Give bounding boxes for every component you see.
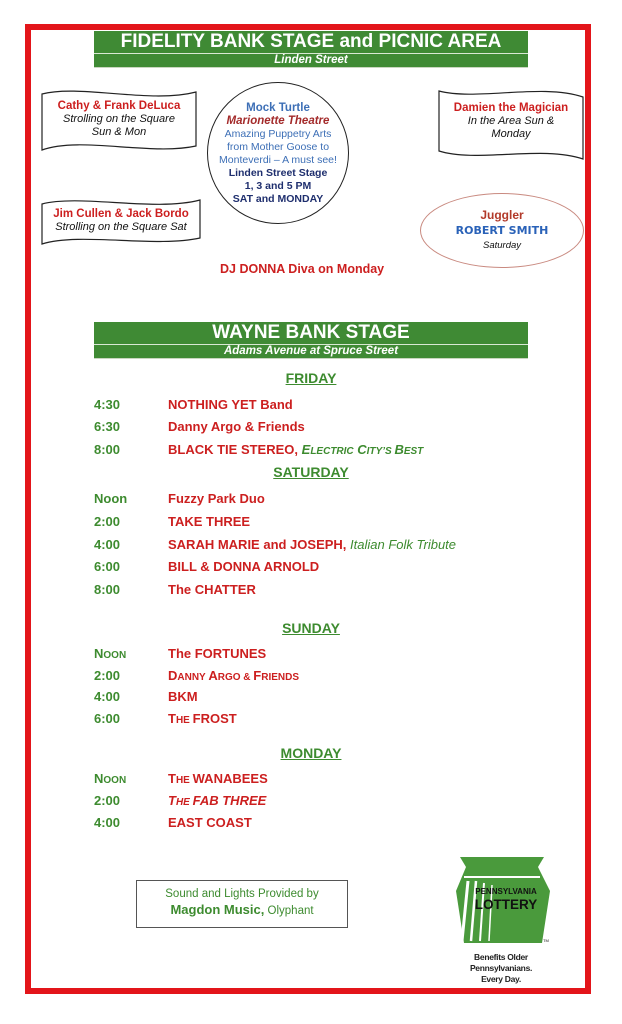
row-time: 4:00 bbox=[94, 815, 121, 830]
damien-line1: In the Area Sun & bbox=[467, 115, 555, 127]
pennsylvania-lottery-logo bbox=[446, 855, 556, 984]
row-act: BLACK TIE STEREO, bbox=[168, 442, 299, 457]
row-time: 8:00 bbox=[94, 442, 121, 457]
lottery-line1: PENNSYLVANIA bbox=[475, 887, 537, 896]
lottery-tm: TM bbox=[543, 938, 549, 943]
row-time: 4:30 bbox=[94, 397, 121, 412]
row-time: 6:00 bbox=[94, 711, 121, 726]
fidelity-stage-subtitle: Linden Street bbox=[94, 53, 528, 67]
row-note: ELECTRIC CITY’S BEST bbox=[301, 442, 424, 457]
juggler-title: Juggler bbox=[480, 208, 524, 222]
mock-desc-2: from Mother Goose to bbox=[226, 141, 330, 153]
cathy-frank-banner bbox=[40, 90, 198, 154]
row-act: The CHATTER bbox=[168, 582, 256, 597]
row-act: SARAH MARIE and JOSEPH, bbox=[168, 537, 347, 552]
monday-heading: MONDAY bbox=[280, 745, 342, 761]
cathy-frank-line2: Sun & Mon bbox=[91, 126, 147, 138]
jim-jack-name: Jim Cullen & Jack Bordo bbox=[53, 208, 189, 220]
sound-line2 bbox=[137, 902, 347, 919]
lottery-tagline-1: Benefits Older Pennsylvanians. bbox=[469, 952, 533, 973]
damien-name: Damien the Magician bbox=[453, 102, 569, 114]
sound-company: Magdon Music, bbox=[170, 902, 265, 917]
row-time: 4:00 bbox=[94, 537, 121, 552]
row-time: 2:00 bbox=[94, 668, 121, 683]
row-act: THE FROST bbox=[168, 711, 237, 726]
mock-stage: Linden Street Stage bbox=[228, 167, 328, 179]
row-time: 4:00 bbox=[94, 689, 121, 704]
mock-desc-1: Amazing Puppetry Arts bbox=[224, 128, 332, 140]
juggler-name: ROBERT SMITH bbox=[455, 224, 549, 237]
keystone-logo-icon bbox=[446, 855, 556, 947]
sunday-heading: SUNDAY bbox=[282, 620, 340, 636]
row-time: 2:00 bbox=[94, 793, 121, 808]
row-time: 6:30 bbox=[94, 419, 121, 434]
wayne-stage-header bbox=[94, 322, 528, 359]
marionette-theatre: Marionette Theatre bbox=[226, 115, 330, 127]
wayne-stage-title: WAYNE BANK STAGE bbox=[212, 322, 410, 343]
row-act: The FORTUNES bbox=[168, 646, 267, 661]
dj-donna: DJ DONNA Diva on Monday bbox=[220, 262, 385, 276]
cathy-frank-line1: Strolling on the Square bbox=[63, 113, 175, 125]
lottery-line2: LOTTERY bbox=[474, 897, 538, 912]
row-act: EAST COAST bbox=[168, 815, 252, 830]
fidelity-stage-title: FIDELITY BANK STAGE and PICNIC AREA bbox=[120, 31, 502, 52]
row-time: NOON bbox=[94, 646, 127, 661]
mock-turtle-oval bbox=[207, 82, 349, 224]
cathy-frank-name: Cathy & Frank DeLuca bbox=[57, 100, 181, 112]
sound-line1: Sound and Lights Provided by bbox=[165, 888, 319, 900]
row-act: BILL & DONNA ARNOLD bbox=[168, 559, 320, 574]
mock-turtle-name: Mock Turtle bbox=[246, 102, 310, 114]
saturday-heading: SATURDAY bbox=[273, 464, 349, 480]
row-act: THE FAB THREE bbox=[168, 793, 267, 808]
friday-heading: FRIDAY bbox=[285, 370, 337, 386]
sound-place: Olyphant bbox=[264, 905, 314, 917]
mock-desc-3: Monteverdi – A must see! bbox=[219, 154, 337, 166]
row-time: 2:00 bbox=[94, 514, 121, 529]
juggler-day: Saturday bbox=[482, 240, 522, 251]
damien-banner bbox=[437, 89, 585, 161]
row-act: BKM bbox=[168, 689, 198, 704]
row-act: DANNY ARGO & FRIENDS bbox=[168, 668, 300, 683]
fidelity-stage-header bbox=[94, 31, 528, 68]
damien-line2: Monday bbox=[491, 128, 531, 140]
mock-times: 1, 3 and 5 PM bbox=[244, 180, 312, 192]
row-act: Danny Argo & Friends bbox=[168, 419, 305, 434]
row-time: 6:00 bbox=[94, 559, 121, 574]
row-time: NOON bbox=[94, 771, 127, 786]
mock-days: SAT and MONDAY bbox=[232, 193, 324, 205]
row-note: Italian Folk Tribute bbox=[350, 537, 457, 552]
row-act-group bbox=[168, 442, 423, 460]
juggler-oval bbox=[420, 193, 584, 268]
wayne-stage-subtitle: Adams Avenue at Spruce Street bbox=[94, 344, 528, 358]
row-act: Fuzzy Park Duo bbox=[168, 491, 265, 506]
row-act-group bbox=[168, 537, 456, 553]
sound-credit-box bbox=[136, 880, 348, 928]
row-act: TAKE THREE bbox=[168, 514, 251, 529]
row-time: 8:00 bbox=[94, 582, 121, 597]
row-act: NOTHING YET Band bbox=[168, 397, 293, 412]
jim-jack-banner bbox=[40, 198, 202, 246]
row-act: THE WANABEES bbox=[168, 771, 268, 786]
jim-jack-line1: Strolling on the Square Sat bbox=[55, 221, 187, 233]
row-time: Noon bbox=[94, 491, 128, 506]
lottery-tagline-2: Every Day. bbox=[481, 974, 521, 984]
